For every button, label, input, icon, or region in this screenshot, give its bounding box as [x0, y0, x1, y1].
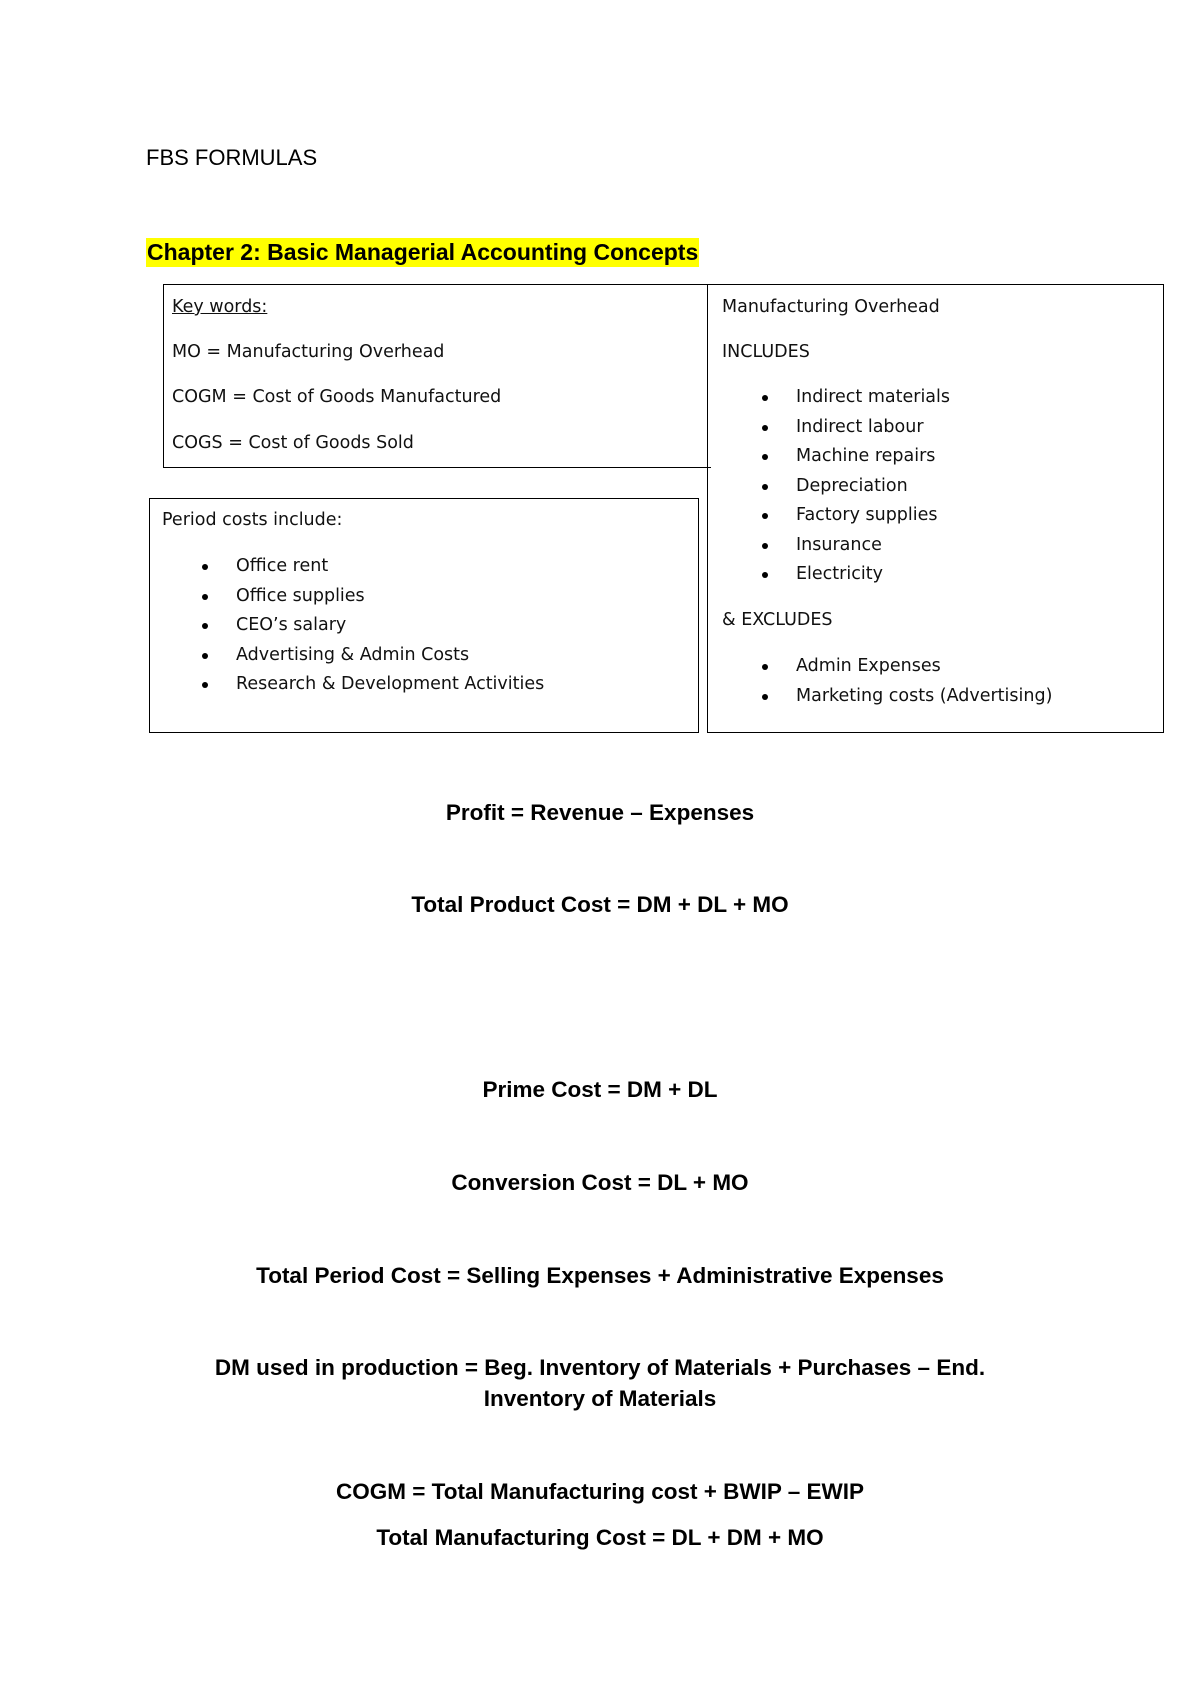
key-word-cogs: COGS = Cost of Goods Sold — [172, 433, 414, 453]
bullet-icon — [762, 543, 768, 549]
bullet-icon — [202, 564, 208, 570]
bullet-icon — [762, 694, 768, 700]
formula-total-period-cost: Total Period Cost = Selling Expenses + Administrative Expenses — [256, 1263, 944, 1288]
bullet-icon — [762, 484, 768, 490]
key-words-heading: Key words: — [172, 297, 268, 317]
list-item: Factory supplies — [796, 504, 950, 534]
manufacturing-overhead-box — [707, 284, 1164, 733]
list-item: Admin Expenses — [796, 655, 1052, 685]
list-item: Indirect materials — [796, 386, 950, 416]
includes-label: INCLUDES — [722, 342, 810, 362]
key-word-cogm: COGM = Cost of Goods Manufactured — [172, 387, 502, 407]
bullet-icon — [762, 425, 768, 431]
bullet-icon — [202, 594, 208, 600]
overhead-heading: Manufacturing Overhead — [722, 297, 940, 317]
excludes-label: & EXCLUDES — [722, 610, 833, 630]
period-costs-heading: Period costs include: — [162, 510, 343, 530]
document-title: FBS FORMULAS — [146, 145, 318, 170]
formula-prime-cost: Prime Cost = DM + DL — [482, 1077, 718, 1102]
list-item: Marketing costs (Advertising) — [796, 685, 1052, 715]
formula-dm-used-line-2: Inventory of Materials — [483, 1386, 717, 1411]
bullet-icon — [762, 513, 768, 519]
bullet-icon — [762, 572, 768, 578]
formula-conversion-cost: Conversion Cost = DL + MO — [451, 1170, 749, 1195]
formula-total-product-cost: Total Product Cost = DM + DL + MO — [411, 892, 789, 917]
formula-total-manufacturing-cost: Total Manufacturing Cost = DL + DM + MO — [376, 1525, 824, 1550]
bullet-icon — [202, 682, 208, 688]
list-item: Machine repairs — [796, 445, 950, 475]
bullet-icon — [762, 664, 768, 670]
list-item: Indirect labour — [796, 416, 950, 446]
list-item: Electricity — [796, 563, 950, 593]
list-item: Office rent — [236, 555, 544, 585]
period-costs-box — [149, 498, 699, 733]
list-item: Insurance — [796, 534, 950, 564]
period-costs-list — [236, 555, 544, 703]
formula-profit: Profit = Revenue – Expenses — [445, 800, 755, 825]
bullet-icon — [762, 454, 768, 460]
list-item: Office supplies — [236, 585, 544, 615]
formula-dm-used-line-1: DM used in production = Beg. Inventory of Materials + Purchases – End. — [214, 1355, 986, 1380]
bullet-icon — [762, 395, 768, 401]
bullet-icon — [202, 653, 208, 659]
excludes-list — [796, 655, 1052, 714]
formula-cogm: COGM = Total Manufacturing cost + BWIP – EWIP — [336, 1479, 864, 1504]
includes-list — [796, 386, 950, 593]
list-item: Depreciation — [796, 475, 950, 505]
list-item: Advertising & Admin Costs — [236, 644, 544, 674]
list-item: Research & Development Activities — [236, 673, 544, 703]
bullet-icon — [202, 623, 208, 629]
chapter-heading: Chapter 2: Basic Managerial Accounting Concepts — [147, 239, 699, 265]
list-item: CEO’s salary — [236, 614, 544, 644]
key-word-mo: MO = Manufacturing Overhead — [172, 342, 445, 362]
key-words-box — [163, 284, 711, 468]
